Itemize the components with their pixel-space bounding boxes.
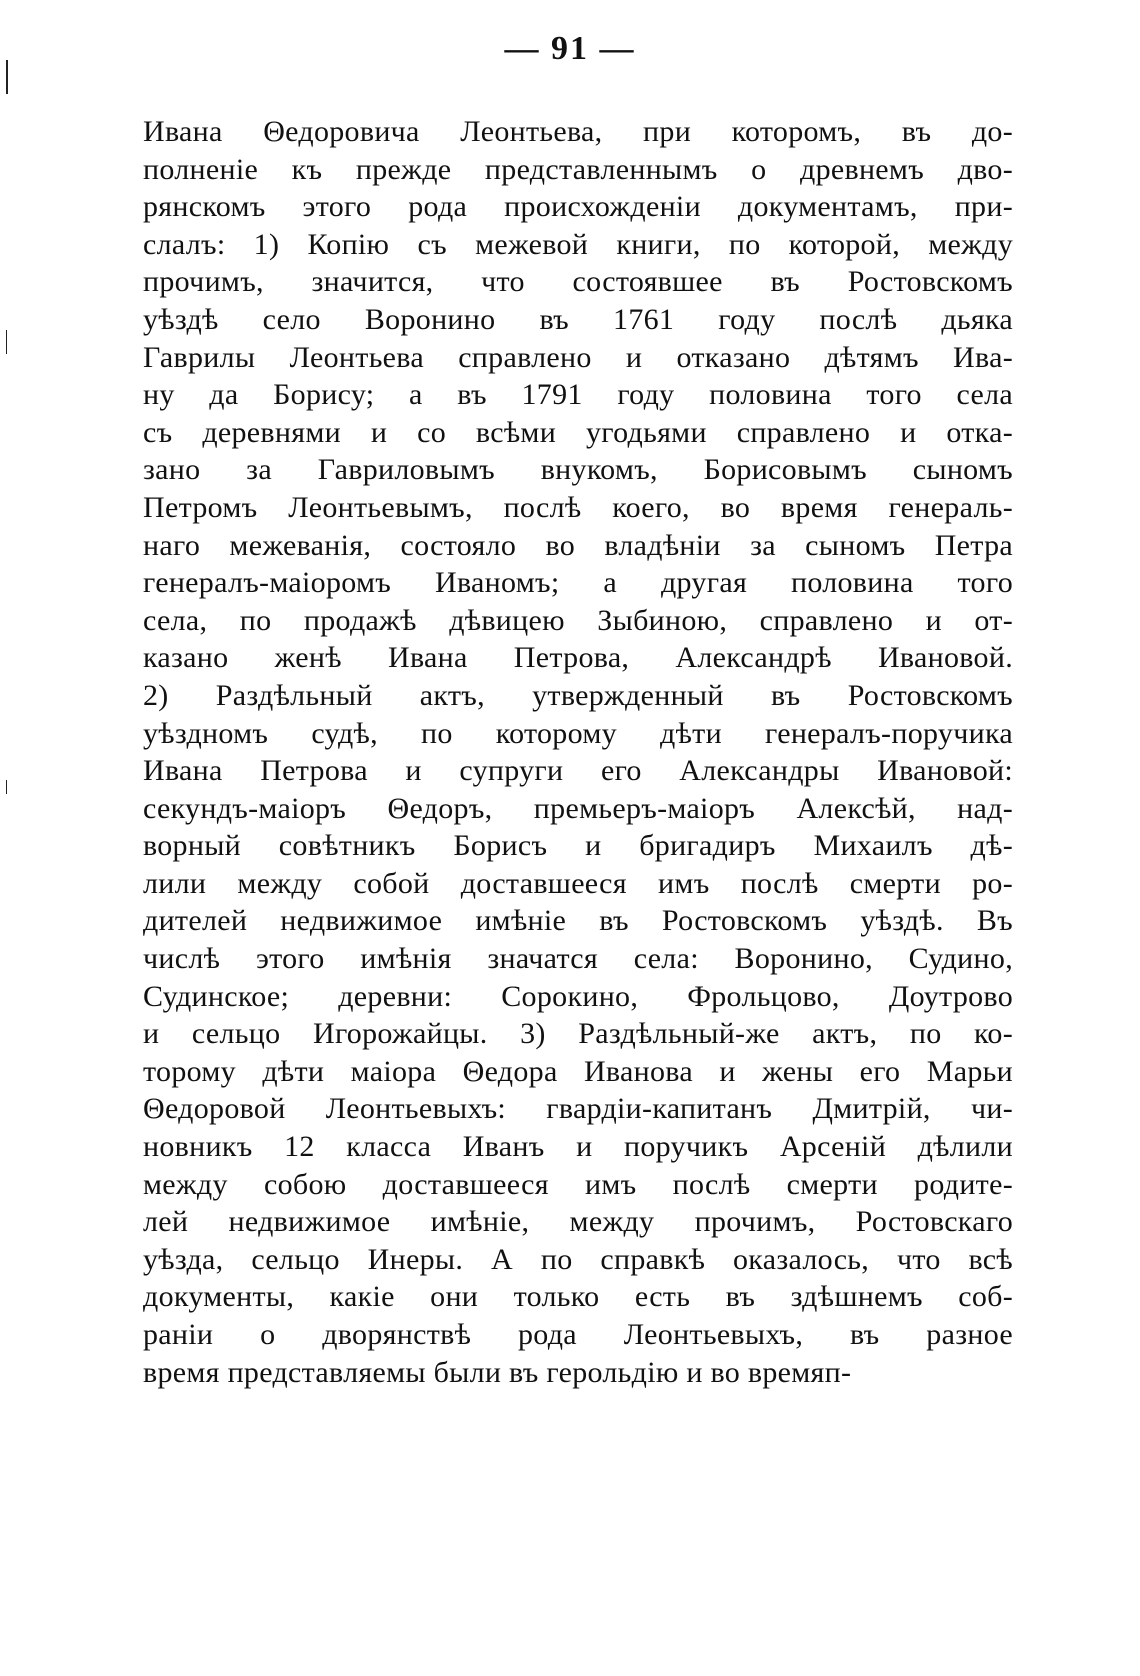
text-line: Гаврилы Леонтьева справлено и отказано дѣтямъ Ива- — [143, 340, 1013, 374]
text-line: Ивана Петрова и супруги его Александры Ивановой: — [143, 754, 1013, 788]
text-line: полненіе къ прежде представленнымъ о древнемъ дво- — [143, 152, 1013, 186]
text-line: 2) Раздѣльный актъ, утвержденный въ Ростовскомъ — [143, 678, 1013, 712]
text-line: слалъ: 1) Копію съ межевой книги, по которой, между — [143, 227, 1013, 261]
page-number-header: — 91 — — [504, 30, 636, 67]
text-line: ворный совѣтникъ Борисъ и бригадиръ Михаилъ дѣ- — [143, 829, 1013, 863]
text-line: секундъ-маіоръ Θедоръ, премьеръ-маіоръ Алексѣй, над- — [143, 791, 1013, 825]
text-line: Θедоровой Леонтьевыхъ: гвардіи-капитанъ Дмитрій, чи- — [143, 1092, 1013, 1126]
text-line: между собою доставшееся имъ послѣ смерти родите- — [143, 1167, 1013, 1201]
text-line: лей недвижимое имѣніе, между прочимъ, Ростовскаго — [143, 1205, 1013, 1239]
text-line: наго межеванія, состояло во владѣніи за сыномъ Петра — [143, 528, 1013, 562]
text-line: Судинское; деревни: Сорокино, Фрольцово, Доутрово — [143, 979, 1013, 1013]
text-line: казано женѣ Ивана Петрова, Александрѣ Ивановой. — [143, 641, 1013, 675]
text-line: уѣздѣ село Воронино въ 1761 году послѣ дьяка — [143, 302, 1013, 336]
text-line: ну да Борису; а въ 1791 году половина того села — [143, 378, 1013, 412]
text-line: торому дѣти маіора Θедора Иванова и жены его Марьи — [143, 1054, 1013, 1088]
text-line: Петромъ Леонтьевымъ, послѣ коего, во время генераль- — [143, 490, 1013, 524]
text-line: съ деревнями и со всѣми угодьями справлено и отка- — [143, 415, 1013, 449]
text-line: генералъ-маіоромъ Иваномъ; а другая половина того — [143, 566, 1013, 600]
page-body-text — [143, 113, 1013, 1391]
text-line: новникъ 12 класса Иванъ и поручикъ Арсеній дѣлили — [143, 1130, 1013, 1164]
text-line: рянскомъ этого рода происхожденіи документамъ, при- — [143, 190, 1013, 224]
text-line: прочимъ, значится, что состоявшее въ Ростовскомъ — [143, 265, 1013, 299]
margin-mark-lower — [6, 780, 7, 794]
margin-mark-middle — [6, 330, 7, 354]
text-line: и сельцо Игорожайцы. 3) Раздѣльный-же актъ, по ко- — [143, 1017, 1013, 1051]
text-line: числѣ этого имѣнія значатся села: Воронино, Судино, — [143, 942, 1013, 976]
text-line: Ивана Θедоровича Леонтьева, при которомъ, въ до- — [143, 115, 1013, 148]
text-line: лили между собой доставшееся имъ послѣ смерти ро- — [143, 866, 1013, 900]
text-line: дителей недвижимое имѣніе въ Ростовскомъ уѣздѣ. Въ — [143, 904, 1013, 938]
text-line: документы, какіе они только есть въ здѣшнемъ соб- — [143, 1280, 1013, 1314]
text-line: села, по продажѣ дѣвицею Зыбиною, справлено и от- — [143, 603, 1013, 637]
text-line: раніи о дворянствѣ рода Леонтьевыхъ, въ разное — [143, 1318, 1013, 1351]
text-line: уѣзда, сельцо Инеры. А по справкѣ оказалось, что всѣ — [143, 1242, 1013, 1276]
text-line: уѣздномъ судѣ, по которому дѣти генералъ-поручика — [143, 716, 1013, 750]
text-line: время представляемы были въ герольдію и во времяп- — [143, 1355, 852, 1389]
text-line: зано за Гавриловымъ внукомъ, Борисовымъ сыномъ — [143, 453, 1013, 487]
